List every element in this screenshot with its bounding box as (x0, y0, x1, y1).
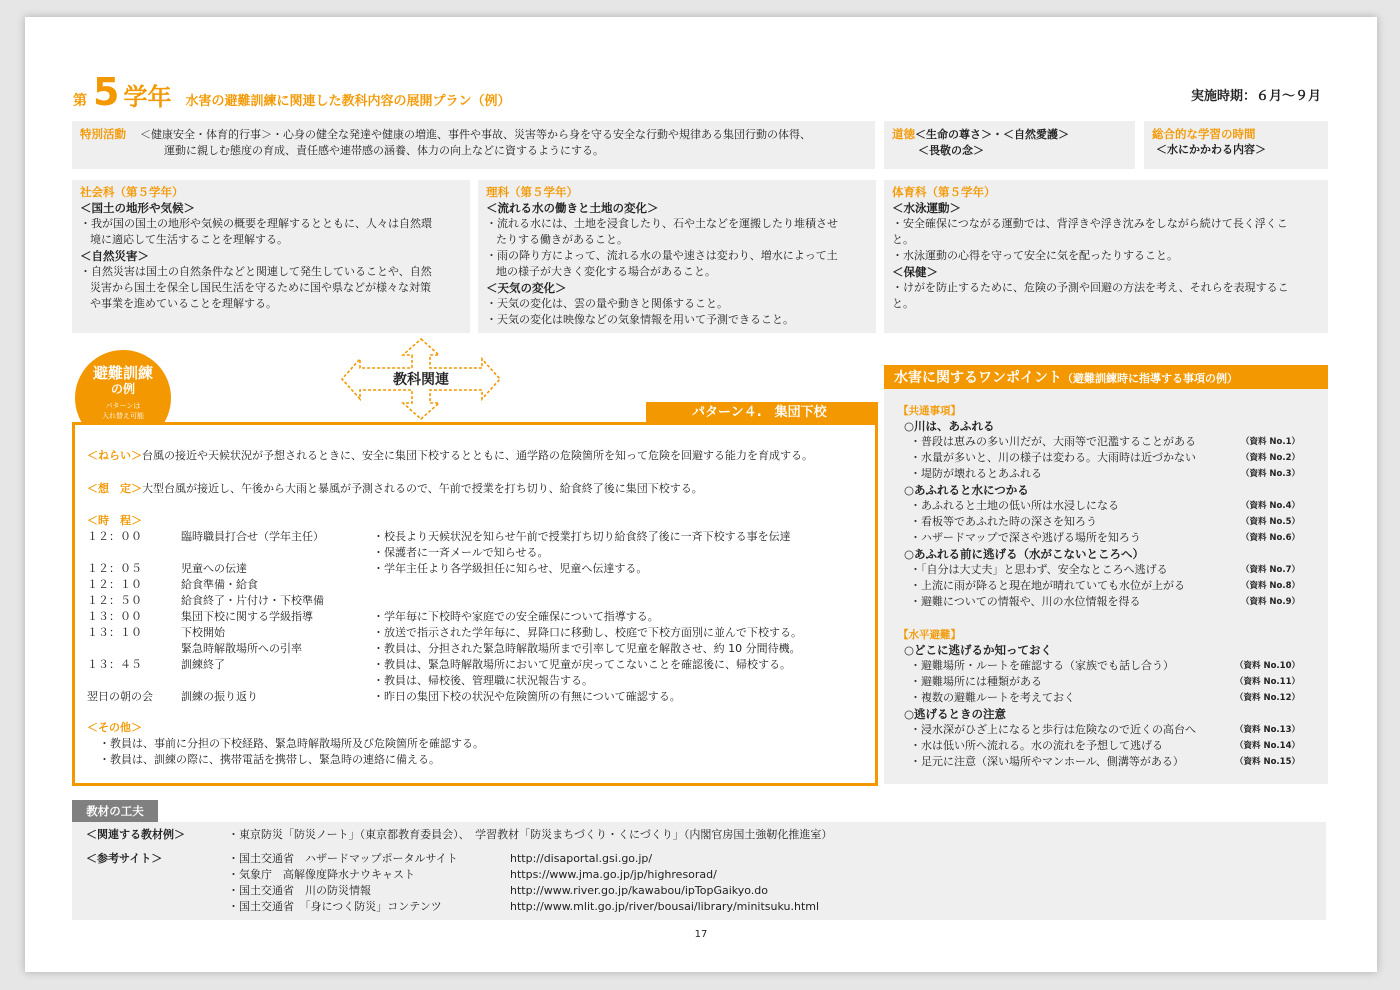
rika-p2b: 地の様子が大きく変化する場合があること。 (496, 265, 716, 278)
common-list: ○川は、あふれる ・普段は恵みの多い川だが、大雨等で氾濫することがある （資料 No.1） ・水量が多いと、川の様子は変わる。大雨時は近づかない （資料 No.2） ・堤防が壊れるとあふれる （資料 No.3） ○あふれると水につかる ・あふれると土地の低い所は水浸しになる （資料 No.4） ・看板等であふれた時の深さを知ろう （資料 No.5） ・ハザードマップで深さや逃げる場所を知ろう （資料 No.6） ○あふれる前に逃げる（水がこないところへ） ・「自分は大丈夫」と思わず、安全なところへ逃げる （資料 No.7） ・上流に雨が降ると現在地が晴れていても水位が上がる （資料 No.8） ・避難についての情報や、川の水位情報を得る （資料 No.9） (904, 419, 1300, 608)
site-url[interactable]: http://disaportal.gsi.go.jp/ (510, 852, 653, 865)
site-row: ・気象庁 高解像度降水ナウキャスト https://www.jma.go.jp/jp/highresorad/ (228, 868, 717, 881)
taiiku-h2: ＜保健＞ (892, 265, 938, 279)
horizontal-list: ○どこに逃げるか知っておく ・避難場所・ルートを確認する（家族でも話し合う） （資料 No.10） ・避難場所には種類がある （資料 No.11） ・複数の避難ルートを考えておく （資料 No.12） ○逃げるときの注意 ・浸水深がひざ上になると歩行は危険なので近くの高台へ （資料 No.13） ・水は低い所へ流れる。水の流れを予想して逃げる （資料 No.14） ・足元に注意（深い場所やマンホール、側溝等がある） （資料 No.15） (904, 643, 1300, 768)
site-row: ＜参考サイト＞ ・国土交通省 ハザードマップポータルサイト http://disaportal.gsi.go.jp/ (86, 852, 653, 865)
soutei-label: ＜想 定＞ (87, 482, 142, 495)
tokubetsu-title: 特別活動 (80, 127, 126, 141)
taiiku-p3a: ・けがを防止するために、危険の予測や回避の方法を考え、それらを表現するこ (892, 281, 1289, 294)
rika-p3: ・天気の変化は、雲の量や動きと関係すること。 (486, 297, 728, 310)
shakai-p2a: ・自然災害は国土の自然条件などと関連して発生していることや、自然 (80, 265, 432, 278)
document-page (25, 17, 1377, 972)
onepoint-item: ・「自分は大丈夫」と思わず、安全なところへ逃げる （資料 No.7） (910, 563, 1300, 576)
period-label: 実施時期：６月～９月 (1190, 89, 1321, 104)
rika-p1b: たりする働きがあること。 (496, 233, 628, 246)
schedule-row: １２：５０ 給食終了・片付け・下校準備 (87, 594, 324, 607)
nerai-text: 台風の接近や天候状況が予想されるときに、安全に集団下校するとともに、通学路の危険箇所を知って危険を回避する能力を育成する。 (142, 449, 813, 462)
onepoint-item: ・水量が多いと、川の様子は変わる。大雨時は近づかない （資料 No.2） (910, 451, 1300, 464)
taiiku-p1b: と。 (892, 233, 914, 246)
kyozai-tab: 教材の工夫 (72, 800, 158, 822)
schedule-row: １２：１０ 給食準備・給食 (87, 578, 258, 591)
onepoint-item: ・水は低い所へ流れる。水の流れを予想して逃げる （資料 No.14） (910, 739, 1300, 752)
rika-h2: ＜天気の変化＞ (486, 281, 567, 295)
doutoku-panel (884, 121, 1135, 169)
arrow-label: 教科関連 (393, 372, 449, 388)
onepoint-item: ・避難場所・ルートを確認する（家族でも話し合う） （資料 No.10） (910, 659, 1300, 672)
schedule-row: 翌日の朝の会 訓練の振り返り ・昨日の集団下校の状況や危険箇所の有無について確認する。 (87, 690, 681, 703)
page-subtitle: 水害の避難訓練に関連した教科内容の展開プラン（例） (185, 94, 511, 109)
doutoku-title: 道徳 (892, 127, 915, 141)
tokubetsu-line1: ＜健康安全・体育的行事＞・心身の健全な発達や健康の増進、事件や事故、災害等から身を守る安全な行動や規律ある集団行動の体得、 (140, 128, 811, 141)
related-row (86, 827, 1312, 843)
doutoku-line2: ＜畏敬の念＞ (918, 144, 984, 157)
onepoint-item: ・避難についての情報や、川の水位情報を得る （資料 No.9） (910, 595, 1300, 608)
site-url[interactable]: https://www.jma.go.jp/jp/highresorad/ (510, 868, 717, 881)
onepoint-item: ・堤防が壊れるとあふれる （資料 No.3） (910, 467, 1300, 480)
shakai-h1: ＜国土の地形や気候＞ (80, 201, 195, 215)
jitei-label: ＜時 程＞ (87, 514, 142, 527)
grade-number: 5 (93, 70, 120, 114)
rika-h1: ＜流れる水の働きと土地の変化＞ (486, 201, 659, 215)
onepoint-title-sub: （避難訓練時に指導する事項の例） (1062, 372, 1238, 385)
rika-panel (478, 180, 876, 333)
soutei-text: 大型台風が接近し、午後から大雨と暴風が予測されるので、午前で授業を打ち切り、給食終了後に集団下校する。 (142, 482, 703, 495)
shakai-p1b: 境に適応して生活することを理解する。 (90, 233, 288, 246)
shakai-title: 社会科（第５学年） (80, 185, 184, 199)
onepoint-item: ・複数の避難ルートを考えておく （資料 No.12） (910, 691, 1300, 704)
shakai-p2c: や事業を進めていることを理解する。 (90, 297, 277, 310)
onepoint-item: ・上流に雨が降ると現在地が晴れていても水位が上がる （資料 No.8） (910, 579, 1300, 592)
site-row: ・国土交通省 「身につく防災」コンテンツ http://www.mlit.go.jp/river/bousai/library/minitsuku.html (228, 900, 820, 913)
onepoint-item: ・ハザードマップで深さや逃げる場所を知ろう （資料 No.6） (910, 531, 1300, 544)
schedule-row: 緊急時解散場所への引率 ・教員は、分担された緊急時解散場所まで引率して児童を解散させ、約 10 分間待機。 (181, 642, 801, 655)
tokubetsu-line2: 運動に親しむ態度の育成、責任感や連帯感の涵養、体力の向上などに資するようにする。 (164, 144, 604, 157)
shakai-p1a: ・我が国の国土の地形や気候の概要を理解するとともに、人々は自然環 (80, 217, 432, 230)
rika-p4: ・天気の変化は映像などの気象情報を用いて予測できること。 (486, 313, 794, 326)
sonota-label: ＜その他＞ (87, 721, 142, 734)
taiiku-panel (884, 180, 1328, 333)
sonota-item: ・教員は、事前に分担の下校経路、緊急時解散場所及び危険箇所を確認する。 (99, 737, 484, 750)
schedule-row: ・教員は、帰校後、管理職に状況報告する。 (373, 674, 593, 687)
schedule-row: ・保護者に一斉メールで知らせる。 (373, 546, 549, 559)
nerai-label: ＜ねらい＞ (87, 449, 142, 462)
onepoint-item: ・避難場所には種類がある （資料 No.11） (910, 675, 1300, 688)
taiiku-title: 体育科（第５学年） (892, 185, 996, 199)
sonota-item: ・教員は、訓練の際に、携帯電話を携帯し、緊急時の連絡に備える。 (99, 753, 440, 766)
site-url[interactable]: http://www.mlit.go.jp/river/bousai/library/minitsuku.html (510, 900, 820, 913)
schedule-row: １２：０５ 児童への伝達 ・学年主任より各学級担任に知らせ、児童へ伝達する。 (87, 562, 648, 575)
site-url[interactable]: http://www.river.go.jp/kawabou/ipTopGaikyo.do (510, 884, 769, 897)
tokubetsu-panel (72, 121, 875, 169)
onepoint-title: 水害に関するワンポイント (894, 370, 1062, 386)
taiiku-h1: ＜水泳運動＞ (892, 201, 961, 215)
shakai-panel (72, 180, 470, 333)
onepoint-panel (884, 389, 1328, 784)
doutoku-line1: ＜生命の尊さ＞・＜自然愛護＞ (915, 128, 1069, 141)
schedule-row: １３：１０ 下校開始 ・放送で指示された学年毎に、昇降口に移動し、校庭で下校方面別に並んで下校する。 (87, 626, 802, 639)
sougou-title: 総合的な学習の時間 (1152, 127, 1256, 141)
badge-note1: パターンは (105, 402, 141, 410)
onepoint-item: ・足元に注意（深い場所やマンホール、側溝等がある） （資料 No.15） (910, 755, 1300, 768)
common-label: 【共通事項】 (898, 405, 961, 417)
page-number: 17 (694, 929, 708, 940)
onepoint-item: ・あふれると土地の低い所は水浸しになる （資料 No.4） (910, 499, 1300, 512)
schedule-list (87, 529, 802, 705)
schedule-row: １２：００ 臨時職員打合せ（学年主任） ・校長より天候状況を知らせ午前で授業打ち切り給食終了後に一斉下校する事を伝達 (87, 530, 791, 543)
shakai-p2b: 災害から国土を保全し国民生活を守るために国や県などが様々な対策 (90, 281, 431, 294)
badge-line1: 避難訓練 (92, 364, 153, 382)
related-text: ・東京防災「防災ノート」（東京都教育委員会）、 学習教材「防災まちづくり・くにづくり」（内閣官房国土強靭化推進室） (228, 828, 833, 841)
title-dai: 第 (73, 93, 87, 109)
sougou-panel (1144, 121, 1328, 169)
taiiku-p1a: ・安全確保につながる運動では、背浮きや浮き沈みをしながら続けて長く浮くこ (892, 217, 1288, 230)
kyozai-panel (72, 822, 1326, 920)
taiiku-p2: ・水泳運動の心得を守って安全に気を配ったりすること。 (892, 249, 1178, 262)
badge-line2: の例 (110, 382, 135, 396)
onepoint-item: ・普段は恵みの多い川だが、大雨等で氾濫することがある （資料 No.1） (910, 435, 1300, 448)
site-row: ・国土交通省 川の防災情報 http://www.river.go.jp/kawabou/ipTopGaikyo.do (228, 884, 769, 897)
onepoint-item: ・浸水深がひざ上になると歩行は危険なので近くの高台へ （資料 No.13） (910, 723, 1300, 736)
pattern-box (72, 422, 878, 786)
page-title (73, 70, 511, 114)
rika-p1a: ・流れる水には、土地を浸食したり、石や土などを運搬したり堆積させ (486, 217, 838, 230)
taiiku-p3b: と。 (892, 297, 914, 310)
horizontal-label: 【水平避難】 (898, 629, 961, 641)
schedule-row: １３：４５ 訓練終了 ・教員は、緊急時解散場所において児童が戻ってこないことを確認後に、帰校する。 (87, 658, 791, 671)
rika-p2a: ・雨の降り方によって、流れる水の量や速さは変わり、増水によって土 (486, 249, 838, 262)
sougou-line1: ＜水にかかわる内容＞ (1156, 143, 1266, 156)
related-label: ＜関連する教材例＞ (86, 828, 185, 841)
title-gakunen: 学年 (123, 83, 172, 111)
pattern-label: パターン４. 集団下校 (646, 402, 878, 424)
badge-note2: 入れ替え可能 (102, 412, 144, 420)
onepoint-header (884, 365, 1328, 389)
schedule-row: １３：００ 集団下校に関する学級指導 ・学年毎に下校時や家庭での安全確保について指導する。 (87, 610, 659, 623)
onepoint-item: ・看板等であふれた時の深さを知ろう （資料 No.5） (910, 515, 1300, 528)
sites-label: ＜参考サイト＞ (86, 852, 163, 865)
shakai-h2: ＜自然災害＞ (80, 249, 149, 263)
rika-title: 理科（第５学年） (486, 185, 578, 199)
